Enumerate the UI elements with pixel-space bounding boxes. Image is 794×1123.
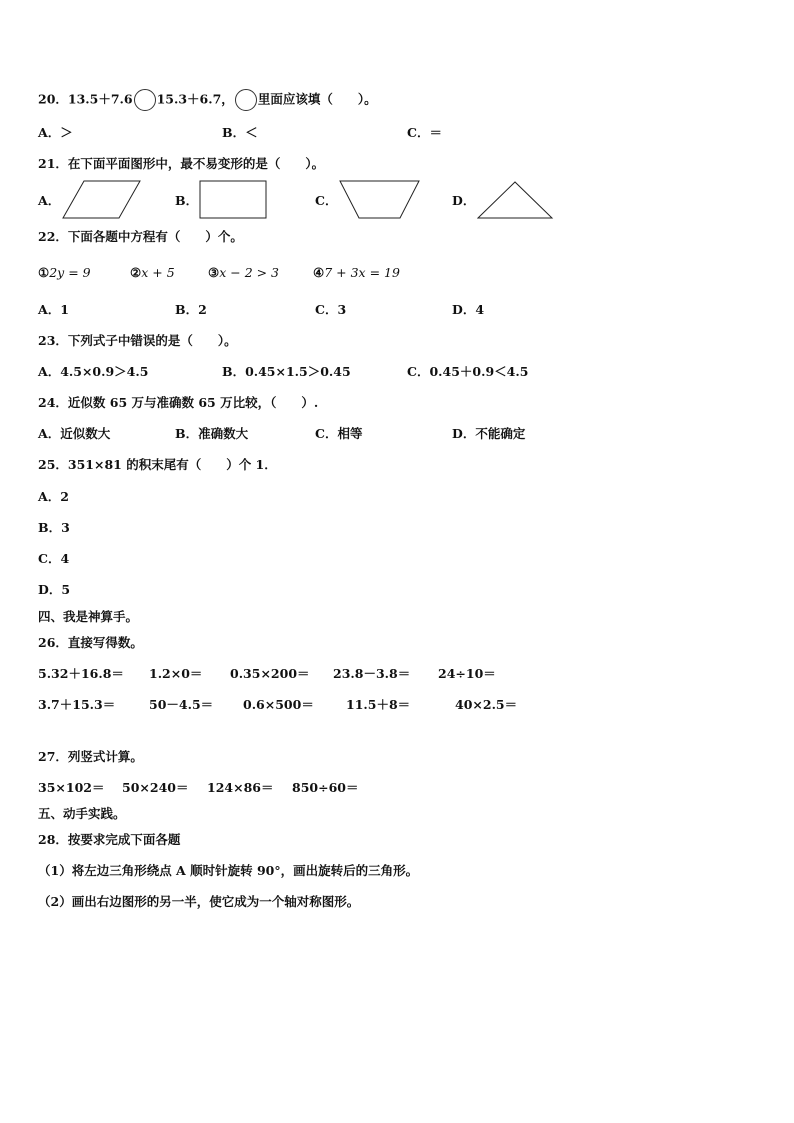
equation-item-3: x − 2 > 3 bbox=[219, 265, 280, 280]
q20-option-b[interactable]: B．＜ bbox=[222, 125, 258, 140]
q24-stem: 24．近似数 65 万与准确数 65 万比较，（ ）. bbox=[38, 395, 319, 410]
equation-item-4: 7 + 3x = 19 bbox=[324, 265, 400, 280]
q22-stem: 22．下面各题中方程有（ ）个。 bbox=[38, 229, 243, 244]
calc-item: 3.7＋15.3＝ bbox=[38, 697, 116, 712]
q24-option-b[interactable]: B．准确数大 bbox=[175, 426, 249, 441]
q28-stem: 28．按要求完成下面各题 bbox=[38, 832, 181, 847]
q20-tail: 里面应该填（ ）。 bbox=[257, 91, 377, 107]
q25-option-d[interactable]: D．5 bbox=[38, 582, 71, 597]
q22-item-2 bbox=[130, 265, 175, 281]
calc-item: 5.32＋16.8＝ bbox=[38, 666, 124, 681]
calc-item: 0.6×500＝ bbox=[243, 697, 314, 712]
calc-item: 40×2.5＝ bbox=[455, 697, 518, 712]
calc-item: 11.5＋8＝ bbox=[346, 697, 411, 712]
q20-expr-right: 15.3＋6.7， bbox=[156, 91, 234, 107]
blank-circle-1[interactable] bbox=[134, 89, 156, 111]
calc-item: 50－4.5＝ bbox=[149, 697, 214, 712]
trapezoid-shape bbox=[339, 180, 421, 220]
calc-item: 24÷10＝ bbox=[438, 666, 496, 681]
circled-number-2: ② bbox=[130, 265, 142, 280]
q27-stem: 27．列竖式计算。 bbox=[38, 749, 143, 764]
vertical-calc-item: 35×102＝ bbox=[38, 780, 105, 795]
q22-item-1 bbox=[38, 265, 91, 281]
q20-option-a[interactable]: A．＞ bbox=[38, 125, 73, 140]
q21-option-c[interactable]: C． bbox=[315, 193, 338, 208]
q24-option-d[interactable]: D．不能确定 bbox=[452, 426, 526, 441]
q20-stem bbox=[38, 89, 377, 111]
q28-sub-2: （2）画出右边图形的另一半，使它成为一个轴对称图形。 bbox=[38, 894, 360, 909]
equation-item-1: 2y = 9 bbox=[49, 265, 91, 280]
q26-stem: 26．直接写得数。 bbox=[38, 635, 143, 650]
q23-option-a[interactable]: A．4.5×0.9＞4.5 bbox=[38, 364, 149, 379]
q22-option-d[interactable]: D．4 bbox=[452, 302, 485, 317]
calc-item: 0.35×200＝ bbox=[230, 666, 310, 681]
equation-item-2: x + 5 bbox=[141, 265, 175, 280]
q20-option-c[interactable]: C．＝ bbox=[407, 125, 442, 140]
q22-item-3 bbox=[208, 265, 279, 281]
q25-option-c[interactable]: C．4 bbox=[38, 551, 70, 566]
parallelogram-shape bbox=[62, 180, 142, 220]
q24-option-c[interactable]: C．相等 bbox=[315, 426, 363, 441]
q23-stem: 23．下列式子中错误的是（ ）。 bbox=[38, 333, 237, 348]
section-5-heading: 五、动手实践。 bbox=[38, 806, 126, 821]
circled-number-3: ③ bbox=[208, 265, 220, 280]
section-4-heading: 四、我是神算手。 bbox=[38, 609, 139, 624]
q23-option-c[interactable]: C．0.45＋0.9＜4.5 bbox=[407, 364, 529, 379]
blank-circle-2[interactable] bbox=[235, 89, 257, 111]
triangle-shape bbox=[477, 180, 555, 220]
q21-stem: 21．在下面平面图形中，最不易变形的是（ ）。 bbox=[38, 156, 325, 171]
q22-option-c[interactable]: C．3 bbox=[315, 302, 347, 317]
q20-expr-left: 13.5＋7.6 bbox=[67, 91, 133, 107]
q21-option-b[interactable]: B． bbox=[175, 193, 199, 208]
circled-number-1: ① bbox=[38, 265, 50, 280]
q25-stem: 25．351×81 的积末尾有（ ）个 1． bbox=[38, 457, 277, 472]
q20-number: 20． bbox=[38, 91, 68, 107]
q28-sub-1: （1）将左边三角形绕点 A 顺时针旋转 90°，画出旋转后的三角形。 bbox=[38, 863, 419, 878]
q21-option-d[interactable]: D． bbox=[452, 193, 476, 208]
calc-item: 1.2×0＝ bbox=[149, 666, 203, 681]
q25-option-a[interactable]: A．2 bbox=[38, 489, 69, 504]
q22-option-b[interactable]: B．2 bbox=[175, 302, 207, 317]
vertical-calc-item: 124×86＝ bbox=[207, 780, 274, 795]
q25-option-b[interactable]: B．3 bbox=[38, 520, 70, 535]
vertical-calc-item: 850÷60＝ bbox=[292, 780, 359, 795]
q21-option-a[interactable]: A． bbox=[38, 193, 61, 208]
vertical-calc-item: 50×240＝ bbox=[122, 780, 189, 795]
q24-option-a[interactable]: A．近似数大 bbox=[38, 426, 111, 441]
q22-option-a[interactable]: A．1 bbox=[38, 302, 69, 317]
q23-option-b[interactable]: B．0.45×1.5＞0.45 bbox=[222, 364, 351, 379]
q22-item-4 bbox=[313, 265, 400, 281]
rectangle-shape bbox=[199, 180, 269, 220]
calc-item: 23.8－3.8＝ bbox=[333, 666, 411, 681]
circled-number-4: ④ bbox=[313, 265, 325, 280]
